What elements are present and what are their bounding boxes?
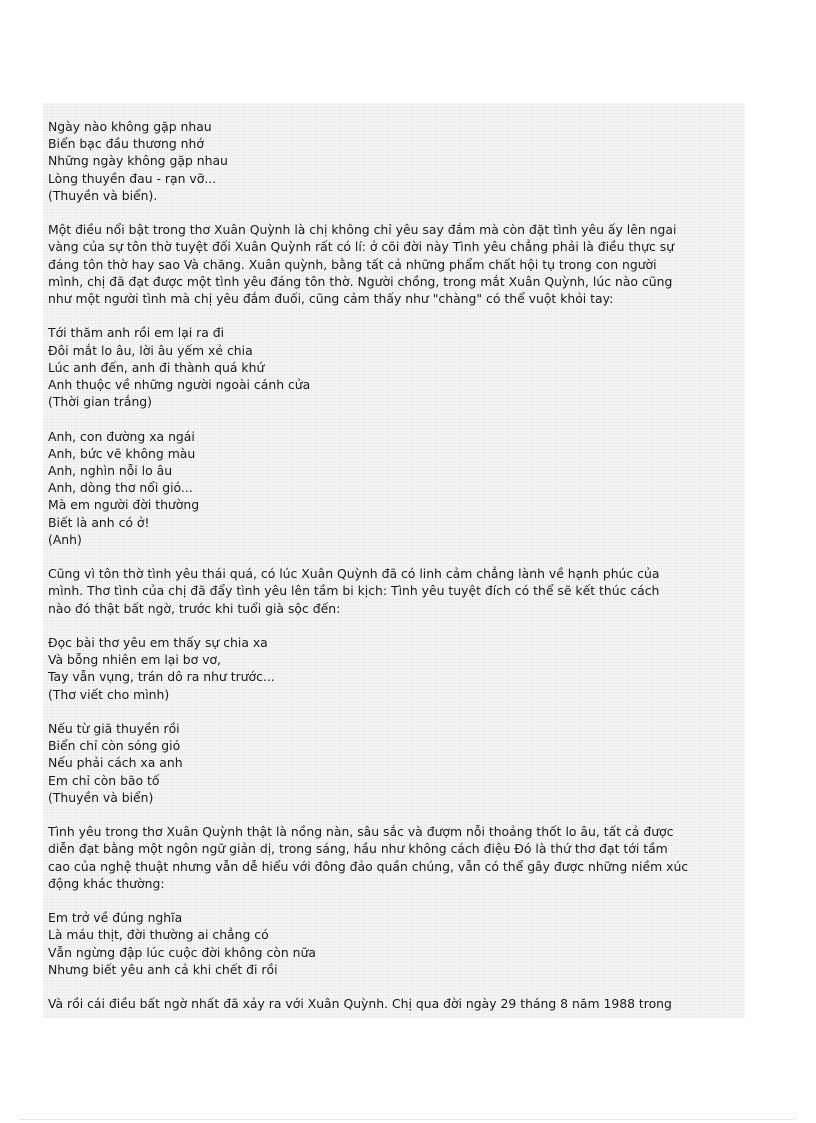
poem-anh xyxy=(48,428,740,548)
poem-line: Anh, bức vẽ không màu xyxy=(48,445,196,461)
poem-line: Em chỉ còn bão tố xyxy=(48,772,160,788)
poem-line: Tới thăm anh rồi em lại ra đi xyxy=(48,325,225,341)
paragraph-ton-tho xyxy=(48,221,740,307)
poem-line: Nếu phải cách xa anh xyxy=(48,755,183,771)
poem-line: Biển bạc đầu thương nhớ xyxy=(48,136,204,152)
poem-thuyen-va-bien-2 xyxy=(48,720,740,806)
paragraph-line: như một người tình mà chị yêu đắm đuối, cũng cảm thấy như "chàng" có thể vuột khỏi tay: xyxy=(48,291,614,307)
poem-line: Nếu từ giã thuyền rồi xyxy=(48,721,180,737)
paragraph-line: mình, chị đã đạt được một tình yêu đáng tôn thờ. Người chồng, trong mắt Xuân Quỳnh, lúc nào cũng xyxy=(48,273,673,289)
paragraph-line: mình. Thơ tình của chị đã đẩy tình yêu lên tầm bi kịch: Tình yêu tuyệt đích có thể sẽ kết thúc cách xyxy=(48,583,660,599)
poem-em-tro-ve xyxy=(48,909,740,978)
poem-line: Em trở về đúng nghĩa xyxy=(48,910,183,926)
poem-source: (Anh) xyxy=(48,531,82,547)
paragraph-line: vàng của sự tôn thờ tuyệt đối Xuân Quỳnh rất có lí: ở cõi đời này Tình yêu chẳng phải là điều thực sự xyxy=(48,239,675,255)
poem-line: Anh, nghìn nỗi lo âu xyxy=(48,463,173,479)
document-body xyxy=(48,118,740,1030)
poem-line: Nhưng biết yêu anh cả khi chết đi rồi xyxy=(48,961,278,977)
paragraph-linh-cam xyxy=(48,565,740,617)
poem-line: Và bỗng nhiên em lại bơ vơ, xyxy=(48,652,221,668)
poem-line: Vẫn ngừng đập lúc cuộc đời không còn nữa xyxy=(48,944,316,960)
poem-line: Anh, con đường xa ngái xyxy=(48,428,195,444)
paragraph-line: diễn đạt bằng một ngôn ngữ giản dị, trong sáng, hầu như không cách điệu Đó là thứ thơ đạt tới tầm xyxy=(48,841,668,857)
poem-line: Đọc bài thơ yêu em thấy sự chia xa xyxy=(48,635,268,651)
poem-line: Tay vẫn vụng, trán dô ra như trước... xyxy=(48,669,275,685)
poem-thuyen-va-bien-1 xyxy=(48,118,740,204)
paragraph-line: Và rồi cái điều bất ngờ nhất đã xảy ra với Xuân Quỳnh. Chị qua đời ngày 29 tháng 8 năm 1988 trong xyxy=(48,996,672,1012)
poem-line: Biển chỉ còn sóng gió xyxy=(48,738,181,754)
paragraph-line: Cũng vì tôn thờ tình yêu thái quá, có lúc Xuân Quỳnh đã có linh cảm chẳng lành về hạnh phúc của xyxy=(48,566,660,582)
poem-line: Biết là anh có ở! xyxy=(48,514,150,530)
poem-line: Anh thuộc về những người ngoài cánh cửa xyxy=(48,377,311,393)
poem-line: Anh, dòng thơ nổi gió... xyxy=(48,480,193,496)
poem-tho-viet-cho-minh xyxy=(48,634,740,703)
page-bottom-divider xyxy=(20,1119,796,1120)
paragraph-nong-nan xyxy=(48,823,740,892)
paragraph-line: cao của nghệ thuật nhưng vẫn dễ hiểu với đông đảo quần chúng, vẫn có thể gây được những niềm xúc xyxy=(48,858,689,874)
poem-source: (Thuyền và biển) xyxy=(48,789,154,805)
poem-source: (Thơ viết cho mình) xyxy=(48,686,170,702)
poem-line: Những ngày không gặp nhau xyxy=(48,153,228,169)
poem-line: Ngày nào không gặp nhau xyxy=(48,119,212,134)
paragraph-line: đáng tôn thờ hay sao Và chăng. Xuân quỳnh, bằng tất cả những phẩm chất hội tụ trong con người xyxy=(48,256,657,272)
poem-source: (Thời gian trắng) xyxy=(48,394,153,410)
poem-source: (Thuyền và biển). xyxy=(48,187,158,203)
poem-line: Lúc anh đến, anh đi thành quá khứ xyxy=(48,359,265,375)
paragraph-qua-doi xyxy=(48,995,740,1012)
poem-line: Lòng thuyền đau - rạn vỡ... xyxy=(48,170,217,186)
paragraph-line: động khác thường: xyxy=(48,875,165,891)
paragraph-line: nào đó thật bất ngờ, trước khi tuổi già sộc đến: xyxy=(48,600,341,616)
paragraph-line: Một điều nổi bật trong thơ Xuân Quỳnh là chị không chỉ yêu say đắm mà còn đặt tình yêu ấy lên ngai xyxy=(48,222,677,238)
paragraph-line: Tình yêu trong thơ Xuân Quỳnh thật là nồng nàn, sâu sắc và đượm nỗi thoảng thốt lo âu, tất cả được xyxy=(48,824,674,840)
poem-thoi-gian-trang xyxy=(48,324,740,410)
poem-line: Mà em người đời thường xyxy=(48,497,200,513)
poem-line: Đôi mắt lo âu, lời âu yếm xẻ chia xyxy=(48,342,253,358)
poem-line: Là máu thịt, đời thường ai chẳng có xyxy=(48,927,269,943)
